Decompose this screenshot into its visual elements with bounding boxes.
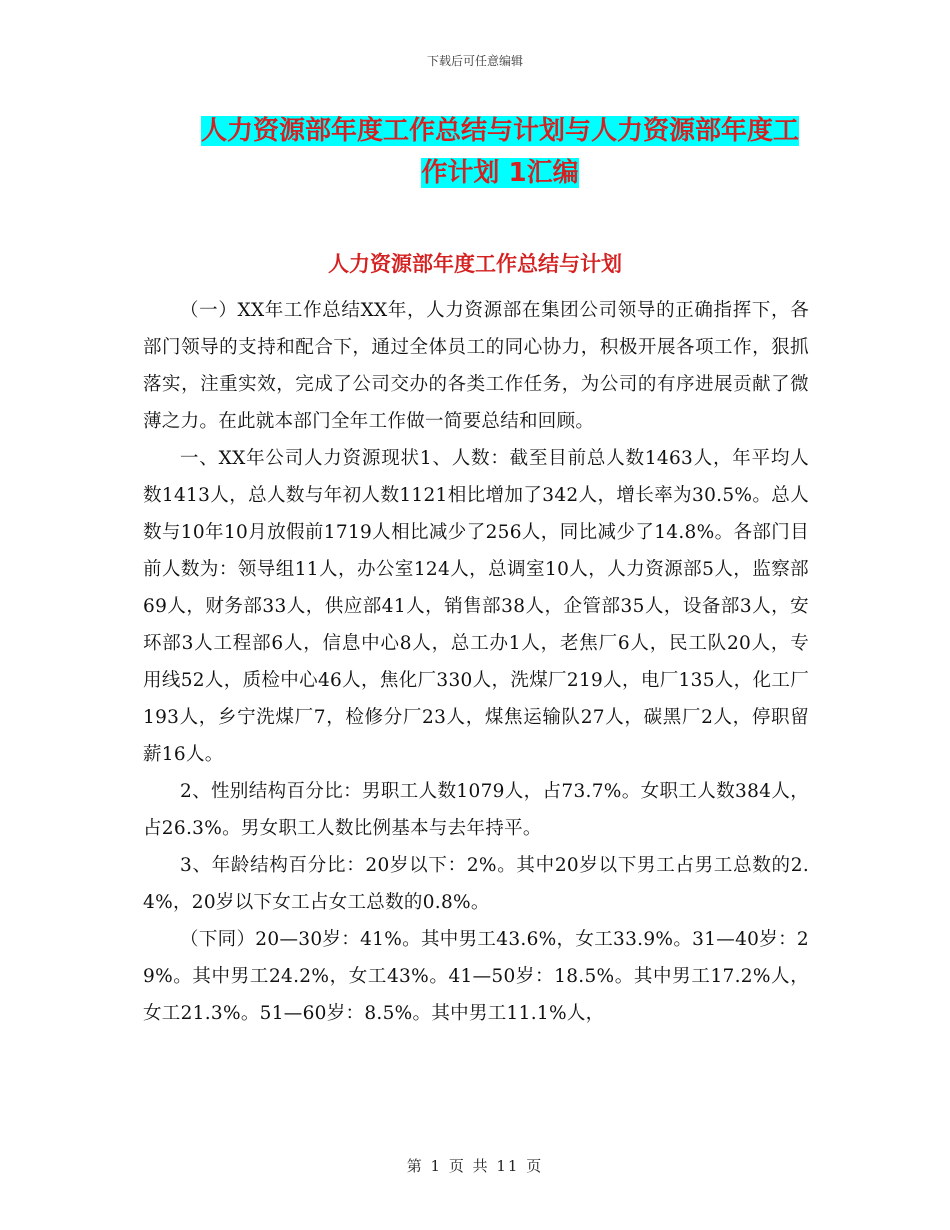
title-line-2: 作计划 1汇编 — [421, 158, 579, 188]
section-title: 人力资源部年度工作总结与计划 — [328, 252, 622, 276]
paragraph-gender: 2、性别结构百分比：男职工人数1079人，占73.7%。女职工人数384人，占26.3%。男女职工人数比例基本与去年持平。 — [143, 781, 809, 839]
document-title — [195, 110, 805, 194]
paragraph-age: 3、年龄结构百分比：20岁以下：2%。其中20岁以下男工占男工总数的2.4%，20岁以下女工占女工总数的0.8%。 — [143, 855, 809, 913]
paragraph-headcount: 一、XX年公司人力资源现状1、人数：截至目前总人数1463人，年平均人数1413人，总人数与年初人数1121相比增加了342人，增长率为30.5%。总人数与10年10月放假前1719人相比减少了256人，同比减少了14.8%。各部门目前人数为：领导组11人，办公室124人，总调室10人，人力资源部5人，监察部69人，财务部33人，供应部41人，销售部38人，企管部35人，设备部3人，安环部3人工程部6人，信息中心8人，总工办1人，老焦厂6人，民工队20人，专用线52人，质检中心46人，焦化厂330人，洗煤厂219人，电厂135人，化工厂193人，乡宁洗煤厂7，检修分厂23人，煤焦运输队27人，碳黑厂2人，停职留薪16人。 — [143, 448, 809, 765]
header-note: 下载后可任意编辑 — [426, 54, 523, 68]
page-footer: 第 1 页 共 11 页 — [406, 1157, 544, 1175]
paragraph-intro: （一）XX年工作总结XX年，人力资源部在集团公司领导的正确指挥下，各部门领导的支持和配合下，通过全体员工的同心协力，积极开展各项工作，狠抓落实，注重实效，完成了公司交办的各类工作任务，为公司的有序进展贡献了微薄之力。在此就本部门全年工作做一简要总结和回顾。 — [143, 300, 809, 432]
document-body — [143, 292, 809, 1032]
paragraph-age-continued: （下同）20—30岁：41%。其中男工43.6%，女工33.9%。31—40岁：29%。其中男工24.2%，女工43%。41—50岁：18.5%。其中男工17.2%人，女工21.3%。51—60岁：8.5%。其中男工11.1%人， — [143, 929, 809, 1024]
title-line-1: 人力资源部年度工作总结与计划与人力资源部年度工 — [200, 116, 799, 146]
